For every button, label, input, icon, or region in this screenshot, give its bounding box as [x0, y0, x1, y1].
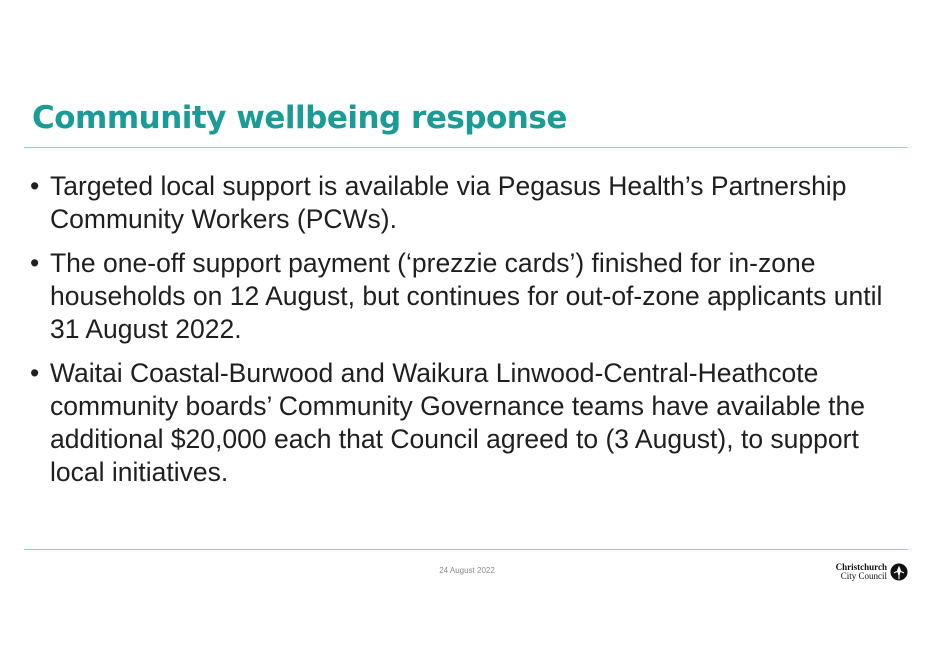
bullet-text: The one-off support payment (‘prezzie cards’) finished for in-zone households on 12 August, but continues for out-of-zone applicants until 31 August 2022. — [50, 248, 883, 344]
logo-text — [836, 563, 887, 581]
title-divider — [24, 147, 908, 148]
bullet-dot: • — [30, 171, 40, 201]
bullet-list — [30, 170, 910, 500]
logo-line-2: City Council — [840, 571, 887, 581]
footer-date: 24 August 2022 — [439, 566, 495, 575]
slide-title: Community wellbeing response — [32, 100, 567, 136]
council-logo-icon — [890, 563, 908, 581]
bullet-item — [30, 357, 910, 489]
bullet-item — [30, 247, 910, 346]
logo-line-1: Christchurch — [835, 562, 887, 572]
bullet-item — [30, 170, 910, 236]
bullet-text: Waitai Coastal-Burwood and Waikura Linwood-Central-Heathcote community boards’ Community Governance teams have available the additional $20,000 each that Council agreed to (3 August), to support local initiatives. — [50, 358, 866, 487]
council-logo — [836, 563, 908, 581]
bullet-text: Targeted local support is available via Pegasus Health’s Partnership Community Workers (PCWs). — [50, 171, 847, 234]
bullet-dot: • — [30, 248, 40, 278]
bullet-dot: • — [30, 358, 40, 388]
footer-divider — [24, 549, 908, 550]
